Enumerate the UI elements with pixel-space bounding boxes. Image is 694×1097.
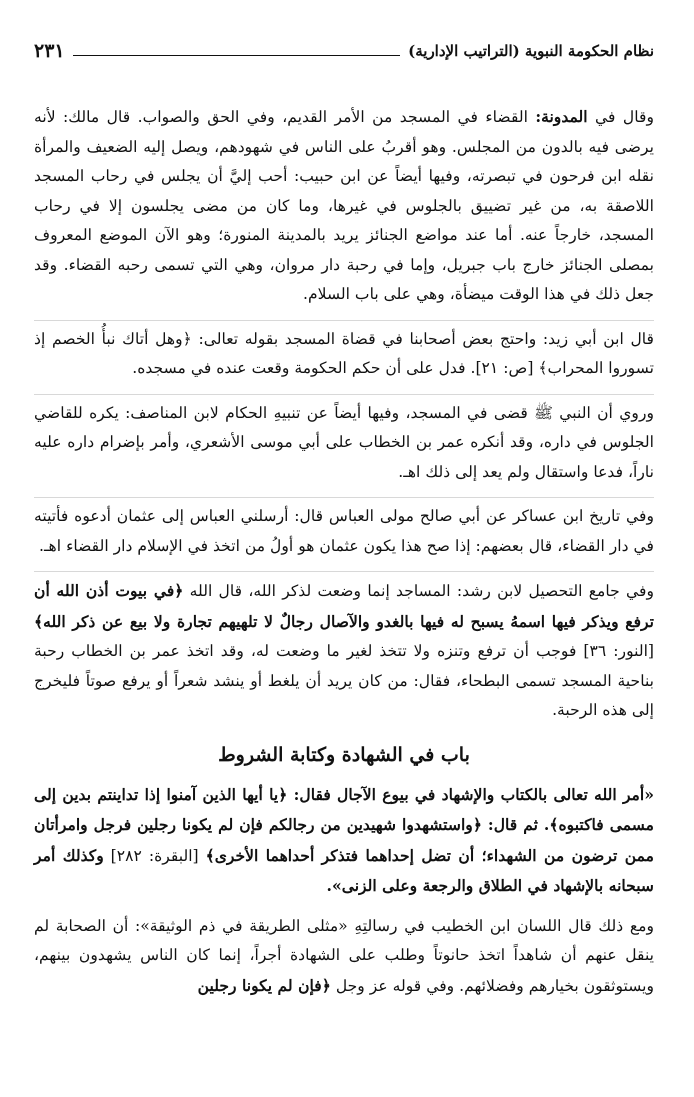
running-head bbox=[34, 40, 654, 66]
paragraph-text: القضاء في المسجد من الأمر القديم، وفي الحق والصواب. قال مالك: لأنه يرضى فيه بالدون من المجلس. وهو أقربُ على الناس في شهودهم، ويصل إليه الضعيف والمرأة نقله ابن فرحون في تبصرته، وفيها أيضاً عن ابن حبيب: أحب إليَّ أن يجلس في رحاب المسجد اللاصقة به، من غير تضييق بالجلوس في غيرها، وما كان من مضى يجلسون إلا في رحاب المسجد، خارجاً عنه. أما عند مواضع الجنائز يريد بالمدينة المنورة؛ وهو الآن الموضع المعروف بمصلى الجنائز خارج باب جبريل، وإما في رحبة دار مروان، وهي التي تسمى رحبه القضاء. وقد جعل ذلك في هذا الوقت ميضأة، وهي على باب السلام. bbox=[34, 108, 654, 303]
paragraph-text: ومع ذلك قال اللسان ابن الخطيب في رسالتِهِ «مثلى الطريقة في ذم الوثيقة»: أن الصحابة لم ينقل عنهم أن شاهداً اتخذ حانوتاً وطلب على الشهادة أجراً، إنما كان الناس يشهدون بينهم، ويستوثقون بخيارهم وفضلائهم. وفي قوله عز وجل bbox=[34, 916, 654, 995]
quran-verse: «أمر الله تعالى بالكتاب والإشهاد في بيوع الآجال فقال: ﴿يا أيها الذين آمنوا إذا تداينتم بدين إلى مسمى فاكتبوه﴾. ثم قال: ﴿واستشهدوا شهيدين من رجالكم فإن لم يكونا رجلين فرجل وامرأتان ممن ترضون من الشهداء؛ أن تضل إحداهما فتذكر أحداهما الأخرى﴾ bbox=[34, 784, 654, 865]
paragraph-lead: وقال في bbox=[595, 108, 654, 126]
paragraph-prophet-judged: وروي أن النبي ﷺ قضى في المسجد، وفيها أيضاً عن تنبيهِ الحكام لابن المناصف: يكره للقاضي الجلوس في داره، وقد أنكره عمر بن الخطاب على أبي موسى الأشعري، وأمر بإضرام داره عليه ناراً، فدعا واستقال ولم يعد إلى ذلك اهـ. bbox=[34, 394, 654, 488]
paragraph-testimony-command bbox=[34, 780, 654, 902]
source-title: المدونة: bbox=[535, 107, 588, 126]
paragraph-lead: وفي جامع التحصيل لابن رشد: المساجد إنما وضعت لذكر الله، قال الله bbox=[183, 582, 654, 600]
page-number: ٢٣١ bbox=[34, 40, 65, 62]
header-rule bbox=[73, 55, 401, 56]
paragraph-text: [النور: ٣٦] فوجب أن ترفع وتنزه ولا تتخذ لغير ما وضعت له، وقد اتخذ عمر بن الخطاب رحبة بناحية المسجد تسمى البطحاء، فقال: من كان يريد أن يلغط أو ينشد شعراً أو يرفع صوتاً فليخرج إلى هذه الرحبة. bbox=[34, 642, 655, 719]
quran-verse: ﴿في بيوت أذن الله أن ترفع ويذكر فيها اسمهُ يسبح له فيها بالغدو والآصال رجالٌ لا تلهيهم تجارة ولا بيع عن ذكر الله﴾ bbox=[34, 581, 654, 631]
quran-verse: ﴿فإن لم يكونا رجلين bbox=[197, 975, 331, 995]
paragraph-ibn-abi-zayd: قال ابن أبي زيد: واحتج بعض أصحابنا في قضاة المسجد بقوله تعالى: ﴿وهل أتاك نبأُ الخصم إذ تسوروا المحراب﴾ [ص: ٢١]. فدل على أن حكم الحكومة وقعت عنده في مسجده. bbox=[34, 320, 654, 384]
paragraph-mudawwana bbox=[34, 102, 654, 310]
section-heading: باب في الشهادة وكتابة الشروط bbox=[218, 743, 470, 766]
running-title: نظام الحكومة النبوية (التراتيب الإدارية) bbox=[408, 42, 654, 60]
paragraph-ibn-rushd bbox=[34, 571, 654, 726]
paragraph-text: وكذلك أمر سبحانه بالإشهاد في الطلاق والرجعة وعلى الزنى». bbox=[34, 845, 654, 895]
paragraph-ibn-asakir: وفي تاريخ ابن عساكر عن أبي صالح مولى العباس قال: أرسلني العباس إلى عثمان أدعوه فأتيته في دار القضاء، قال بعضهم: إذا صح هذا يكون عثمان هو أولُ من اتخذ في الإسلام دار القضاء اهـ. bbox=[34, 497, 654, 561]
verse-reference: [البقرة: ٢٨٢] bbox=[103, 846, 206, 865]
paragraph-ibn-al-khatib bbox=[34, 912, 654, 1002]
